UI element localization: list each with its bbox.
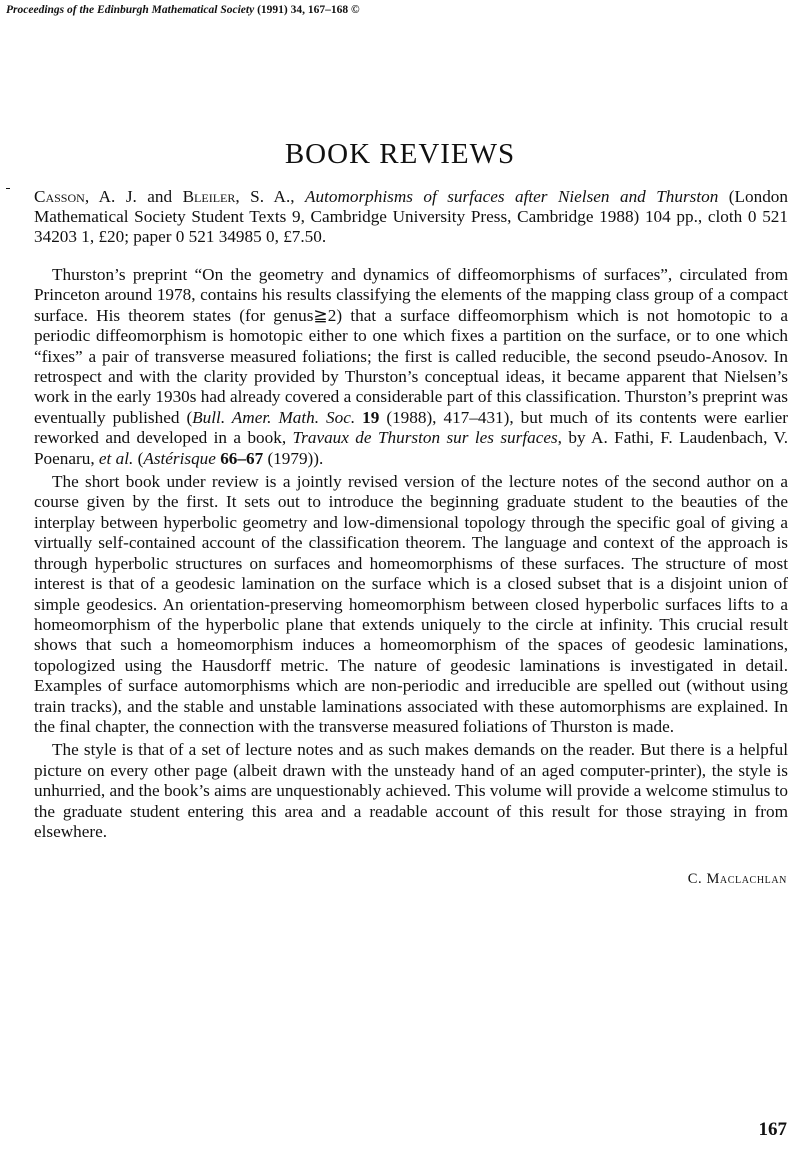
journal-volume: 34, [290, 4, 306, 16]
author-2-surname: Bleiler [182, 187, 236, 206]
journal-pages: 167–168 [307, 4, 349, 16]
paragraph-2: The short book under review is a jointly revised version of the lecture notes of the second author on a course given by the first. It sets out to introduce the beginning graduate student to the beauties of the interplay between hyperbolic geometry and low-dimensional topology through the specific goal of giving a virtually self-contained account of the classification theorem. The language and context of the approach is through hyperbolic structures on surfaces and homeomorphisms of these surfaces. The structure of most interest is that of a geodesic lamination on the surface which is a closed subset that is a disjoint union of simple geodesics. An orientation-preserving homeomorphism between closed hyperbolic surfaces lifts to a homeomorphism of the hyperbolic plane that extends uniquely to the circle at infinity. This crucial result shows that such a homeomorphism induces a homeomorphism of the spaces of geodesic laminations, topologized using the Hausdorff metric. The nature of geodesic laminations is investigated in detail. Examples of surface automorphisms which are non-periodic and irreducible are spelled out (without using train tracks), and the stable and unstable laminations associated with these automorphisms are explained. In the final chapter, the connection with the transverse measured foliations of Thurston is made. [34, 472, 788, 736]
paragraph-text: (1979)). [263, 448, 324, 468]
margin-mark [6, 188, 10, 189]
paragraph-text: (1988), 417–431), but much of its contents were earlier reworked and developed in a book, [34, 407, 788, 448]
paragraph-3: The style is that of a set of lecture notes and as such makes demands on the reader. But there is a helpful picture on every other page (albeit drawn with the unsteady hand of an aged computer-printer), the style is unhurried, and the book’s aims are unquestionably achieved. This volume will provide a welcome stimulus to the graduate student entering this area and a readable account of this result for those straying in from elsewhere. [34, 740, 788, 841]
publication-details: (London Mathematical Society Student Texts 9, Cambridge University Press, Cambridge 1988) 104 pp., cloth 0 521 34203 1, £20; paper 0 521 34985 0, £7.50. [34, 187, 788, 246]
paragraph-text: , by A. Fathi, F. Laudenbach, V. Poenaru, [34, 428, 788, 468]
author-1-initials: , A. J. and [84, 187, 183, 206]
journal-name: Proceedings of the Edinburgh Mathematical Society [6, 4, 255, 16]
running-header [6, 4, 360, 16]
page-title: BOOK REVIEWS [284, 138, 516, 170]
paragraph-1 [34, 265, 788, 469]
paragraph-text: ( [133, 448, 144, 468]
author-2-initials: , S. A., [235, 187, 306, 206]
volume-number: 66–67 [215, 448, 264, 468]
book-title: Automorphisms of surfaces after Nielsen and Thurston [305, 187, 719, 206]
journal-year: (1991) [257, 4, 288, 16]
copyright-symbol: © [351, 4, 360, 16]
book-citation [34, 187, 788, 247]
page-number: 167 [758, 1119, 787, 1140]
reviewer-name: C. Maclachlan [687, 871, 787, 887]
paragraph-text: Thurston’s preprint “On the geometry and dynamics of diffeomorphisms of surfaces”, circulated from Princeton around 1978, contains his results classifying the elements of the mapping class group of a compact surface. His theorem states (for genus≧2) that a surface diffeomorphism which is not homotopic to a periodic diffeomorphism is homotopic either to one which fixes a partition on the surface, or to one which “fixes” a pair of transverse measured foliations; the first is called reducible, the second pseudo-Anosov. In retrospect and with the clarity provided by Thurston’s conceptual ideas, it became apparent that Nielsen’s work in the early 1930s had already covered a considerable part of this classification. Thurston’s preprint was eventually published ( [34, 265, 788, 427]
review-body [34, 265, 788, 845]
et-al: et al. [98, 448, 134, 468]
book-citation-title: Travaux de Thurston sur les surfaces [292, 428, 558, 448]
journal-citation: Bull. Amer. Math. Soc. [192, 407, 356, 427]
volume-number: 19 [355, 407, 380, 427]
author-1-surname: Casson [34, 187, 85, 206]
journal-citation: Astérisque [143, 448, 216, 468]
